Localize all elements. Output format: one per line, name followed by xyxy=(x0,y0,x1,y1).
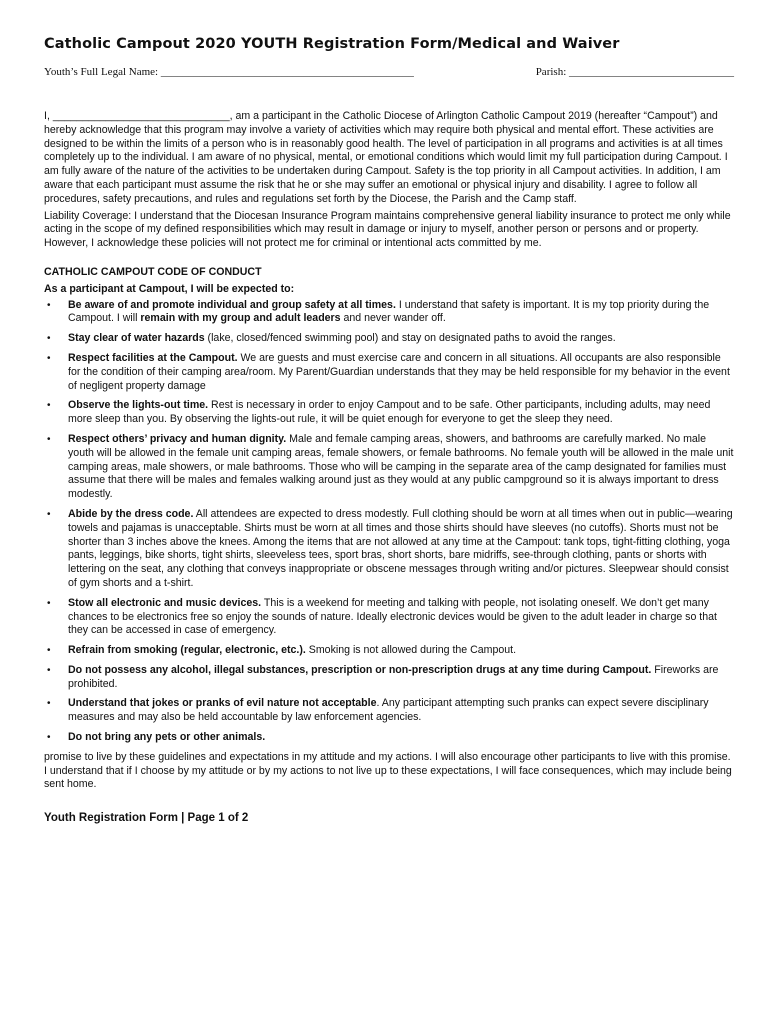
rule-item xyxy=(44,508,734,591)
name-parish-line xyxy=(44,66,734,78)
rule-item xyxy=(44,664,734,692)
code-of-conduct-title: CATHOLIC CAMPOUT CODE OF CONDUCT xyxy=(44,265,262,278)
bullet-icon: • xyxy=(47,732,51,744)
rules-list xyxy=(44,299,734,745)
rule-item xyxy=(44,697,734,725)
rule-item xyxy=(44,399,734,427)
bullet-icon: • xyxy=(47,352,51,364)
rule-text: and never wander off. xyxy=(340,312,446,325)
waiver-paragraph: I, ______________________________, am a participant in the Catholic Diocese of Arlington Catholic Campout 2019 (hereafter “Campout”) and hereby acknowledge that this program may involve a variety of activities which may require both physical and mental effort. These activities are designed to be within the limits of a person who is in reasonably good health. The level of participation in all programs and activities is at all times completely up to the individual. I am aware of no physical, mental, or emotional conditions which would limit my full participation during Campout. I am fully aware of the nature of the activities to be undertaken during Campout. Safety is the top priority in all Campout activities. In addition, I am aware that each participant must assume the risk that he or she may suffer an emotional or physical injury and disability. I agree to follow all procedures, safety precautions, and rules and regulations set forth by the Diocese, the Parish and the Camp staff. xyxy=(44,110,728,205)
rule-text: We are guests and must exercise care and concern in all situations. All occupants are also responsible for the condition of their camping area/room. My Parent/Guardian understands that they may be held responsible for my behavior in the event of negligent property damage xyxy=(68,351,730,392)
rule-text: Fireworks are prohibited. xyxy=(68,663,719,690)
parish-field[interactable]: Parish: ______________________________ xyxy=(535,66,734,78)
rule-item xyxy=(44,299,734,327)
rule-item xyxy=(44,644,734,658)
rule-text: Rest is necessary in order to enjoy Campout and to be safe. Other participants, including adults, may need more sleep than you. By observing the lights-out rule, it will be quiet enough for everyone to get the sleep they need. xyxy=(68,399,711,426)
rule-item xyxy=(44,731,734,745)
rule-text: . Any participant attempting such pranks can expect severe disciplinary measures and may also be held accountable by law enforcement agencies. xyxy=(68,697,709,724)
rule-heading: Do not bring any pets or other animals. xyxy=(68,731,266,744)
bullet-icon: • xyxy=(47,645,51,657)
bullet-icon: • xyxy=(47,508,51,520)
document-body xyxy=(44,110,734,792)
rule-text: I understand that safety is important. It is my top priority during the Campout. I will xyxy=(68,298,710,325)
rule-text: This is a weekend for meeting and talking with people, not isolating oneself. We don’t get many chances to be electronics free so enjoy the sounds of nature. Ideally electronic devices would be given to the adult leader in charge so that they can be accessed in case of emergency. xyxy=(68,596,717,637)
bullet-icon: • xyxy=(47,664,51,676)
rule-heading: Observe the lights-out time. xyxy=(68,399,209,412)
rule-text: All attendees are expected to dress modestly. Full clothing should be worn at all times when out in public—wearing towels and pajamas is unacceptable. Shirts must be worn at all times and those shirts should have sleeves (no cutoffs). Shorts must not be shorter than 3 inches above the knees. Among the items that are not allowed at any time at the Campout: tank tops, tight-fitting clothing, yoga pants, leggings, bike shorts, tight shirts, sleeveless tees, sport bras, short shorts, bare midriffs, see-through clothing, pants or shorts with lettering on the seat, any clothing that conveys inappropriate or obscene messages through writing and/or pictures. Sleepwear should consist of gym shorts and a t-shirt. xyxy=(68,507,733,589)
bullet-icon: • xyxy=(47,433,51,445)
rule-heading: Respect others’ privacy and human dignity. xyxy=(68,432,287,445)
rule-heading: Understand that jokes or pranks of evil nature not acceptable xyxy=(68,697,377,710)
rule-text: Smoking is not allowed during the Campout. xyxy=(305,644,517,657)
promise-paragraph: promise to live by these guidelines and expectations in my attitude and my actions. I will also encourage other participants to live with this promise. I understand that if I choose by my attitude or by my actions to not live up to these expectations, I will face consequences, which may include being sent home. xyxy=(44,750,732,791)
rule-heading: Respect facilities at the Campout. xyxy=(68,351,238,364)
youth-name-field[interactable]: Youth’s Full Legal Name: ______________________________________________ xyxy=(44,66,414,78)
rule-item xyxy=(44,352,734,393)
liability-paragraph: Liability Coverage: I understand that the Diocesan Insurance Program maintains comprehensive general liability insurance to protect me only while acting in the scope of my defined responsibilities which may result in damage or injury to myself, another person or persons and or property. However, I acknowledge these policies will not protect me for criminal or intentional acts committed by me. xyxy=(44,209,731,250)
rule-heading: Abide by the dress code. xyxy=(68,507,194,520)
code-of-conduct-intro: As a participant at Campout, I will be expected to: xyxy=(44,282,295,295)
bullet-icon: • xyxy=(47,597,51,609)
rule-heading: Stay clear of water hazards xyxy=(68,332,205,345)
rule-heading: Be aware of and promote individual and group safety at all times. xyxy=(68,298,396,311)
bullet-icon: • xyxy=(47,333,51,345)
form-title: Catholic Campout 2020 YOUTH Registration Form/Medical and Waiver xyxy=(44,36,620,52)
rule-heading: Do not possess any alcohol, illegal substances, prescription or non-prescription drugs at any time during Campout. xyxy=(68,663,652,676)
bullet-icon: • xyxy=(47,299,51,311)
rule-heading: remain with my group and adult leaders xyxy=(140,312,341,325)
bullet-icon: • xyxy=(47,400,51,412)
rule-text: Male and female camping areas, showers, and bathrooms are carefully marked. No male youth will be allowed in the female unit camping areas, female showers, or female bathrooms. No female youth will be allowed in the male unit camping areas, male showers, or male bathrooms. Those who will be camping in the separate area of the camp designated for families must assume that there will be males and females walking around just as they would at any public campground so it is always important to dress modestly. xyxy=(68,432,734,501)
rule-text: (lake, closed/fenced swimming pool) and stay on designated paths to avoid the ranges. xyxy=(204,332,616,345)
rule-item xyxy=(44,433,734,502)
rule-item xyxy=(44,597,734,638)
bullet-icon: • xyxy=(47,698,51,710)
rule-heading: Stow all electronic and music devices. xyxy=(68,596,262,609)
document-page xyxy=(44,36,734,824)
page-footer-title: Youth Registration Form | Page 1 of 2 xyxy=(44,812,249,825)
rule-item xyxy=(44,332,734,346)
rule-heading: Refrain from smoking (regular, electronic, etc.). xyxy=(68,644,306,657)
